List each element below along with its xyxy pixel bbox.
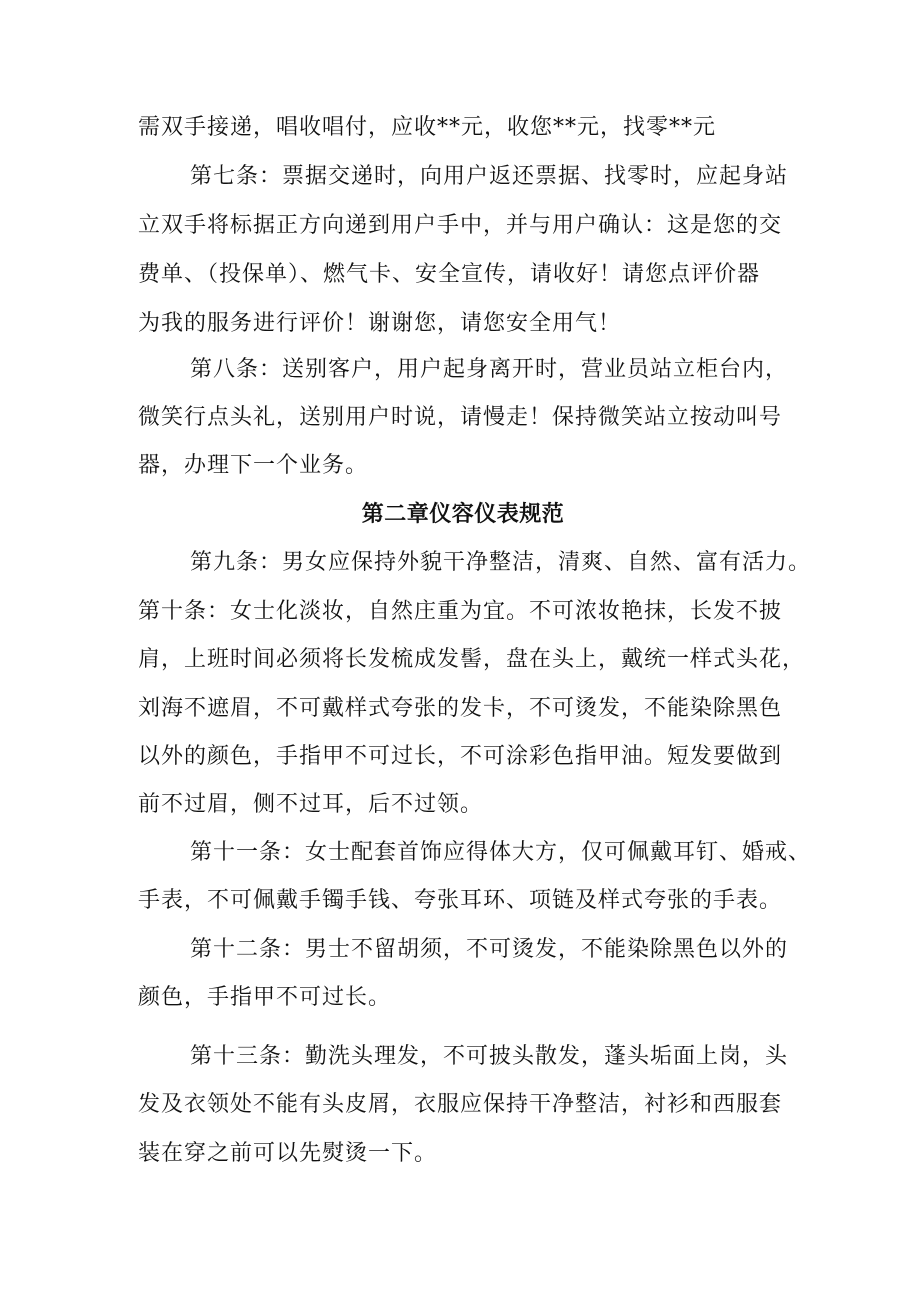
text-line: 微笑行点头礼，送别用户时说，请慢走！保持微笑站立按动叫号 — [138, 405, 783, 430]
text-line: 肩，上班时间必须将长发梳成发髻，盘在头上，戴统一样式头花， — [138, 647, 806, 672]
article-7-line: 第七条：票据交递时，向用户返还票据、找零时，应起身站 — [190, 164, 789, 189]
text-line: 刘海不遮眉，不可戴样式夸张的发卡，不可烫发，不能染除黑色 — [138, 696, 783, 721]
text-line: 装在穿之前可以先熨烫一下。 — [138, 1141, 438, 1166]
article-8-line: 第八条：送别客户，用户起身离开时，营业员站立柜台内， — [190, 357, 789, 382]
text-line: 以外的颜色，手指甲不可过长，不可涂彩色指甲油。短发要做到 — [138, 744, 783, 769]
text-line: 手表，不可佩戴手镯手钱、夸张耳环、项链及样式夸张的手表。 — [138, 888, 783, 913]
article-12-line: 第十二条：男士不留胡须，不可烫发，不能染除黑色以外的 — [190, 937, 789, 962]
text-line: 为我的服务进行评价！谢谢您，请您安全用气！ — [138, 311, 622, 336]
text-line: 前不过眉，侧不过耳，后不过领。 — [138, 792, 484, 817]
text-line: 立双手将标据正方向递到用户手中，并与用户确认：这是您的交 — [138, 213, 783, 238]
text-line: 费单、（投保单）、燃气卡、安全宣传，请收好！请您点评价器 — [138, 262, 761, 287]
article-9-line: 第九条：男女应保持外貌干净整洁，清爽、自然、富有活力。 — [190, 550, 812, 575]
article-13-line: 第十三条：勤洗头理发，不可披头散发，蓬头垢面上岗，头 — [190, 1044, 789, 1069]
chapter-heading: 第二章仪容仪表规范 — [361, 502, 565, 527]
text-line: 器，办理下一个业务。 — [138, 453, 369, 478]
article-11-line: 第十一条：女士配套首饰应得体大方，仅可佩戴耳钉、婚戒、 — [190, 840, 812, 865]
text-line: 颜色，手指甲不可过长。 — [138, 985, 392, 1010]
article-10-line: 第十条：女士化淡妆，自然庄重为宜。不可浓妆艳抹，长发不披 — [138, 599, 783, 624]
text-line: 发及衣领处不能有头皮屑，衣服应保持干净整洁，衬衫和西服套 — [138, 1092, 783, 1117]
text-line: 需双手接递，唱收唱付，应收**元，收您**元，找零**元 — [138, 115, 717, 140]
